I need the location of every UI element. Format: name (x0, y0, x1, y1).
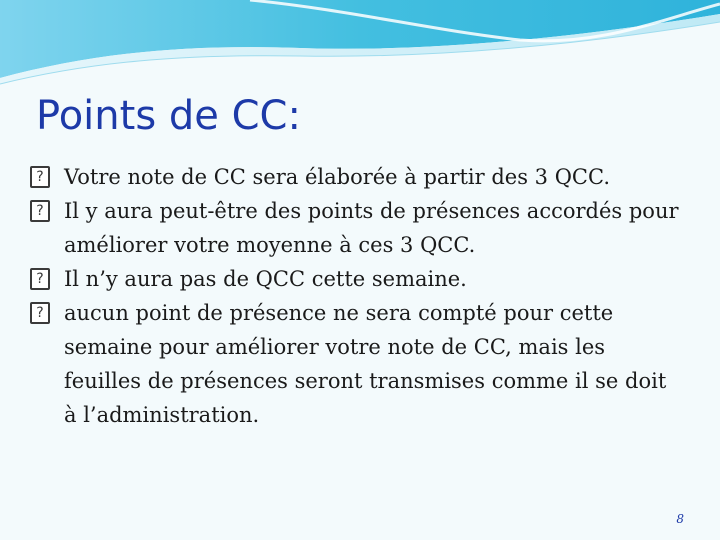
bullet-item (30, 194, 680, 262)
bullet-text: aucun point de présence ne sera compté pour cette semaine pour améliorer votre note de CC, mais les feuilles de présences seront transmises comme il se doit à l’administration. (64, 301, 667, 427)
bullet-item (30, 160, 680, 194)
bullet-text: Il y aura peut-être des points de présences accordés pour améliorer votre moyenne à ces 3 QCC. (64, 199, 679, 257)
page-number: 8 (676, 512, 684, 526)
bullet-list (30, 160, 680, 432)
bullet-text: Il n’y aura pas de QCC cette semaine. (64, 267, 467, 291)
header-wave-decoration (0, 0, 720, 90)
bullet-marker-icon: ? (30, 302, 50, 324)
bullet-item (30, 296, 680, 432)
bullet-marker-icon: ? (30, 166, 50, 188)
bullet-marker-icon: ? (30, 200, 50, 222)
bullet-marker-icon: ? (30, 268, 50, 290)
slide-title: Points de CC: (36, 93, 301, 139)
bullet-item (30, 262, 680, 296)
bullet-text: Votre note de CC sera élaborée à partir des 3 QCC. (64, 165, 610, 189)
